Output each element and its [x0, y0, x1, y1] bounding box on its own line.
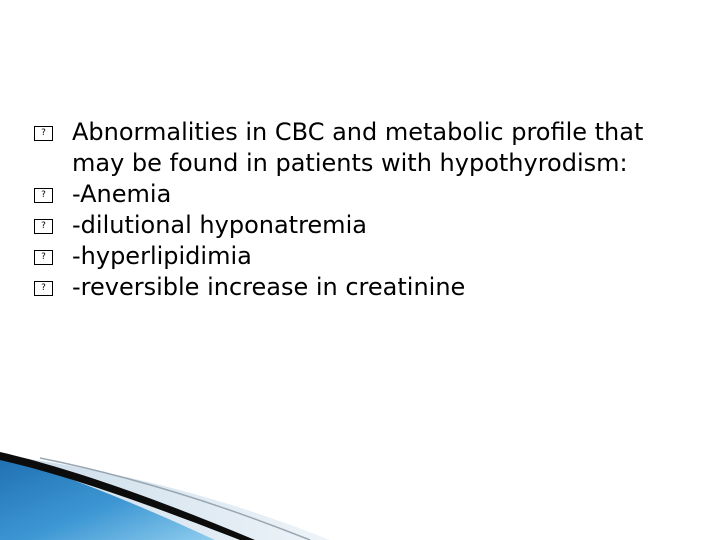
blue-corner-shape: [0, 455, 215, 540]
bullet-item-creatinine: [34, 272, 694, 303]
bullet-box-icon: ?: [34, 219, 53, 234]
bullet-box-icon: ?: [34, 281, 53, 296]
bullet-text: Abnormalities in CBC and metabolic profile that may be found in patients with hypothyrodism:: [72, 118, 644, 177]
bullet-text: -Anemia: [72, 180, 172, 208]
light-swoosh-band: [0, 455, 330, 540]
bullet-box-icon: ?: [34, 250, 53, 265]
bullet-list: [34, 117, 694, 303]
bullet-text: -reversible increase in creatinine: [72, 273, 466, 301]
bullet-box-icon: ?: [34, 126, 53, 141]
dark-diagonal-stroke: [0, 452, 255, 540]
bullet-item-hyponatremia: [34, 210, 694, 241]
grey-swoosh-line: [40, 458, 310, 540]
bullet-item-hyperlipidimia: [34, 241, 694, 272]
bullet-item-intro: [34, 117, 694, 179]
bullet-text: -dilutional hyponatremia: [72, 211, 367, 239]
slide-content: [34, 117, 694, 303]
bullet-item-anemia: [34, 179, 694, 210]
bullet-box-icon: ?: [34, 188, 53, 203]
bullet-text: -hyperlipidimia: [72, 242, 252, 270]
